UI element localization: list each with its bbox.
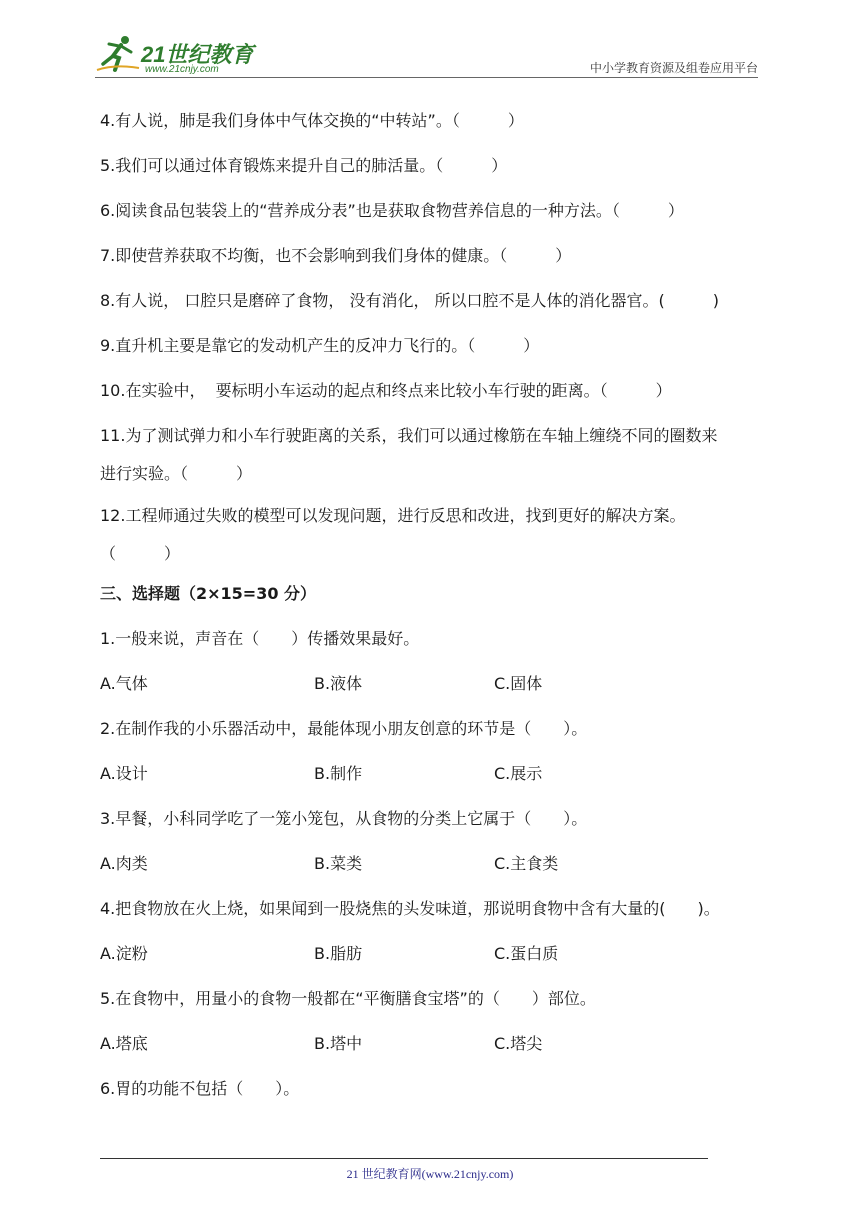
option-c: C.主食类 xyxy=(494,854,559,873)
judge-item-10: 10.在实验中， 要标明小车运动的起点和终点来比较小车行驶的距离。（ ） xyxy=(100,381,672,400)
option-a: A.塔底 xyxy=(100,1034,148,1053)
option-a: A.设计 xyxy=(100,764,148,783)
logo-url: www.21cnjy.com xyxy=(145,64,219,75)
runner-logo-icon xyxy=(95,34,141,76)
option-b: B.脂肪 xyxy=(314,944,363,963)
header-divider xyxy=(95,77,758,78)
judge-item-6: 6.阅读食品包装袋上的“营养成分表”也是获取食物营养信息的一种方法。（ ） xyxy=(100,201,684,220)
footer-text: 21 世纪教育网(www.21cnjy.com) xyxy=(346,1167,514,1181)
judge-item-8: 8.有人说， 口腔只是磨碎了食物， 没有消化， 所以口腔不是人体的消化器官。( ) xyxy=(100,291,720,310)
question-4: 4.把食物放在火上烧，如果闻到一股烧焦的头发味道，那说明食物中含有大量的( )。 xyxy=(100,899,720,918)
option-a: A.肉类 xyxy=(100,854,148,873)
judge-item-5: 5.我们可以通过体育锻炼来提升自己的肺活量。（ ） xyxy=(100,156,508,175)
judge-item-11-line2: 进行实验。（ ） xyxy=(100,464,253,483)
option-c: C.展示 xyxy=(494,764,543,783)
option-b: B.制作 xyxy=(314,764,363,783)
option-b: B.菜类 xyxy=(314,854,363,873)
judge-item-7: 7.即使营养获取不均衡，也不会影响到我们身体的健康。（ ） xyxy=(100,246,572,265)
section-title: 三、选择题（2×15=30 分） xyxy=(100,584,317,603)
question-2: 2.在制作我的小乐器活动中，最能体现小朋友创意的环节是（ ）。 xyxy=(100,719,588,738)
platform-name: 中小学教育资源及组卷应用平台 xyxy=(589,61,758,75)
question-5-options xyxy=(100,1033,760,1055)
option-c: C.塔尖 xyxy=(494,1034,543,1053)
question-5: 5.在食物中，用量小的食物一般都在“平衡膳食宝塔”的（ ）部位。 xyxy=(100,989,596,1008)
judge-item-12-line1: 12.工程师通过失败的模型可以发现问题，进行反思和改进，找到更好的解决方案。 xyxy=(100,506,686,525)
judge-item-9: 9.直升机主要是靠它的发动机产生的反冲力飞行的。（ ） xyxy=(100,336,540,355)
question-3: 3.早餐，小科同学吃了一笼小笼包，从食物的分类上它属于（ ）。 xyxy=(100,809,588,828)
option-a: A.淀粉 xyxy=(100,944,148,963)
judge-item-4: 4.有人说，肺是我们身体中气体交换的“中转站”。（ ） xyxy=(100,111,524,130)
logo-wordmark: 21世纪教育 xyxy=(141,42,254,67)
footer-divider xyxy=(100,1158,708,1159)
option-b: B.塔中 xyxy=(314,1034,363,1053)
question-1-options xyxy=(100,673,760,695)
question-4-options xyxy=(100,943,760,965)
option-c: C.蛋白质 xyxy=(494,944,559,963)
option-b: B.液体 xyxy=(314,674,363,693)
question-6: 6.胃的功能不包括（ ）。 xyxy=(100,1079,300,1098)
judge-item-11-line1: 11.为了测试弹力和小车行驶距离的关系，我们可以通过橡筋在车轴上缠绕不同的圈数来 xyxy=(100,426,718,445)
question-1: 1.一般来说，声音在（ ）传播效果最好。 xyxy=(100,629,420,648)
page-header xyxy=(95,34,758,78)
option-c: C.固体 xyxy=(494,674,543,693)
question-3-options xyxy=(100,853,760,875)
judge-item-12-line2: （ ） xyxy=(100,544,181,563)
question-2-options xyxy=(100,763,760,785)
option-a: A.气体 xyxy=(100,674,148,693)
